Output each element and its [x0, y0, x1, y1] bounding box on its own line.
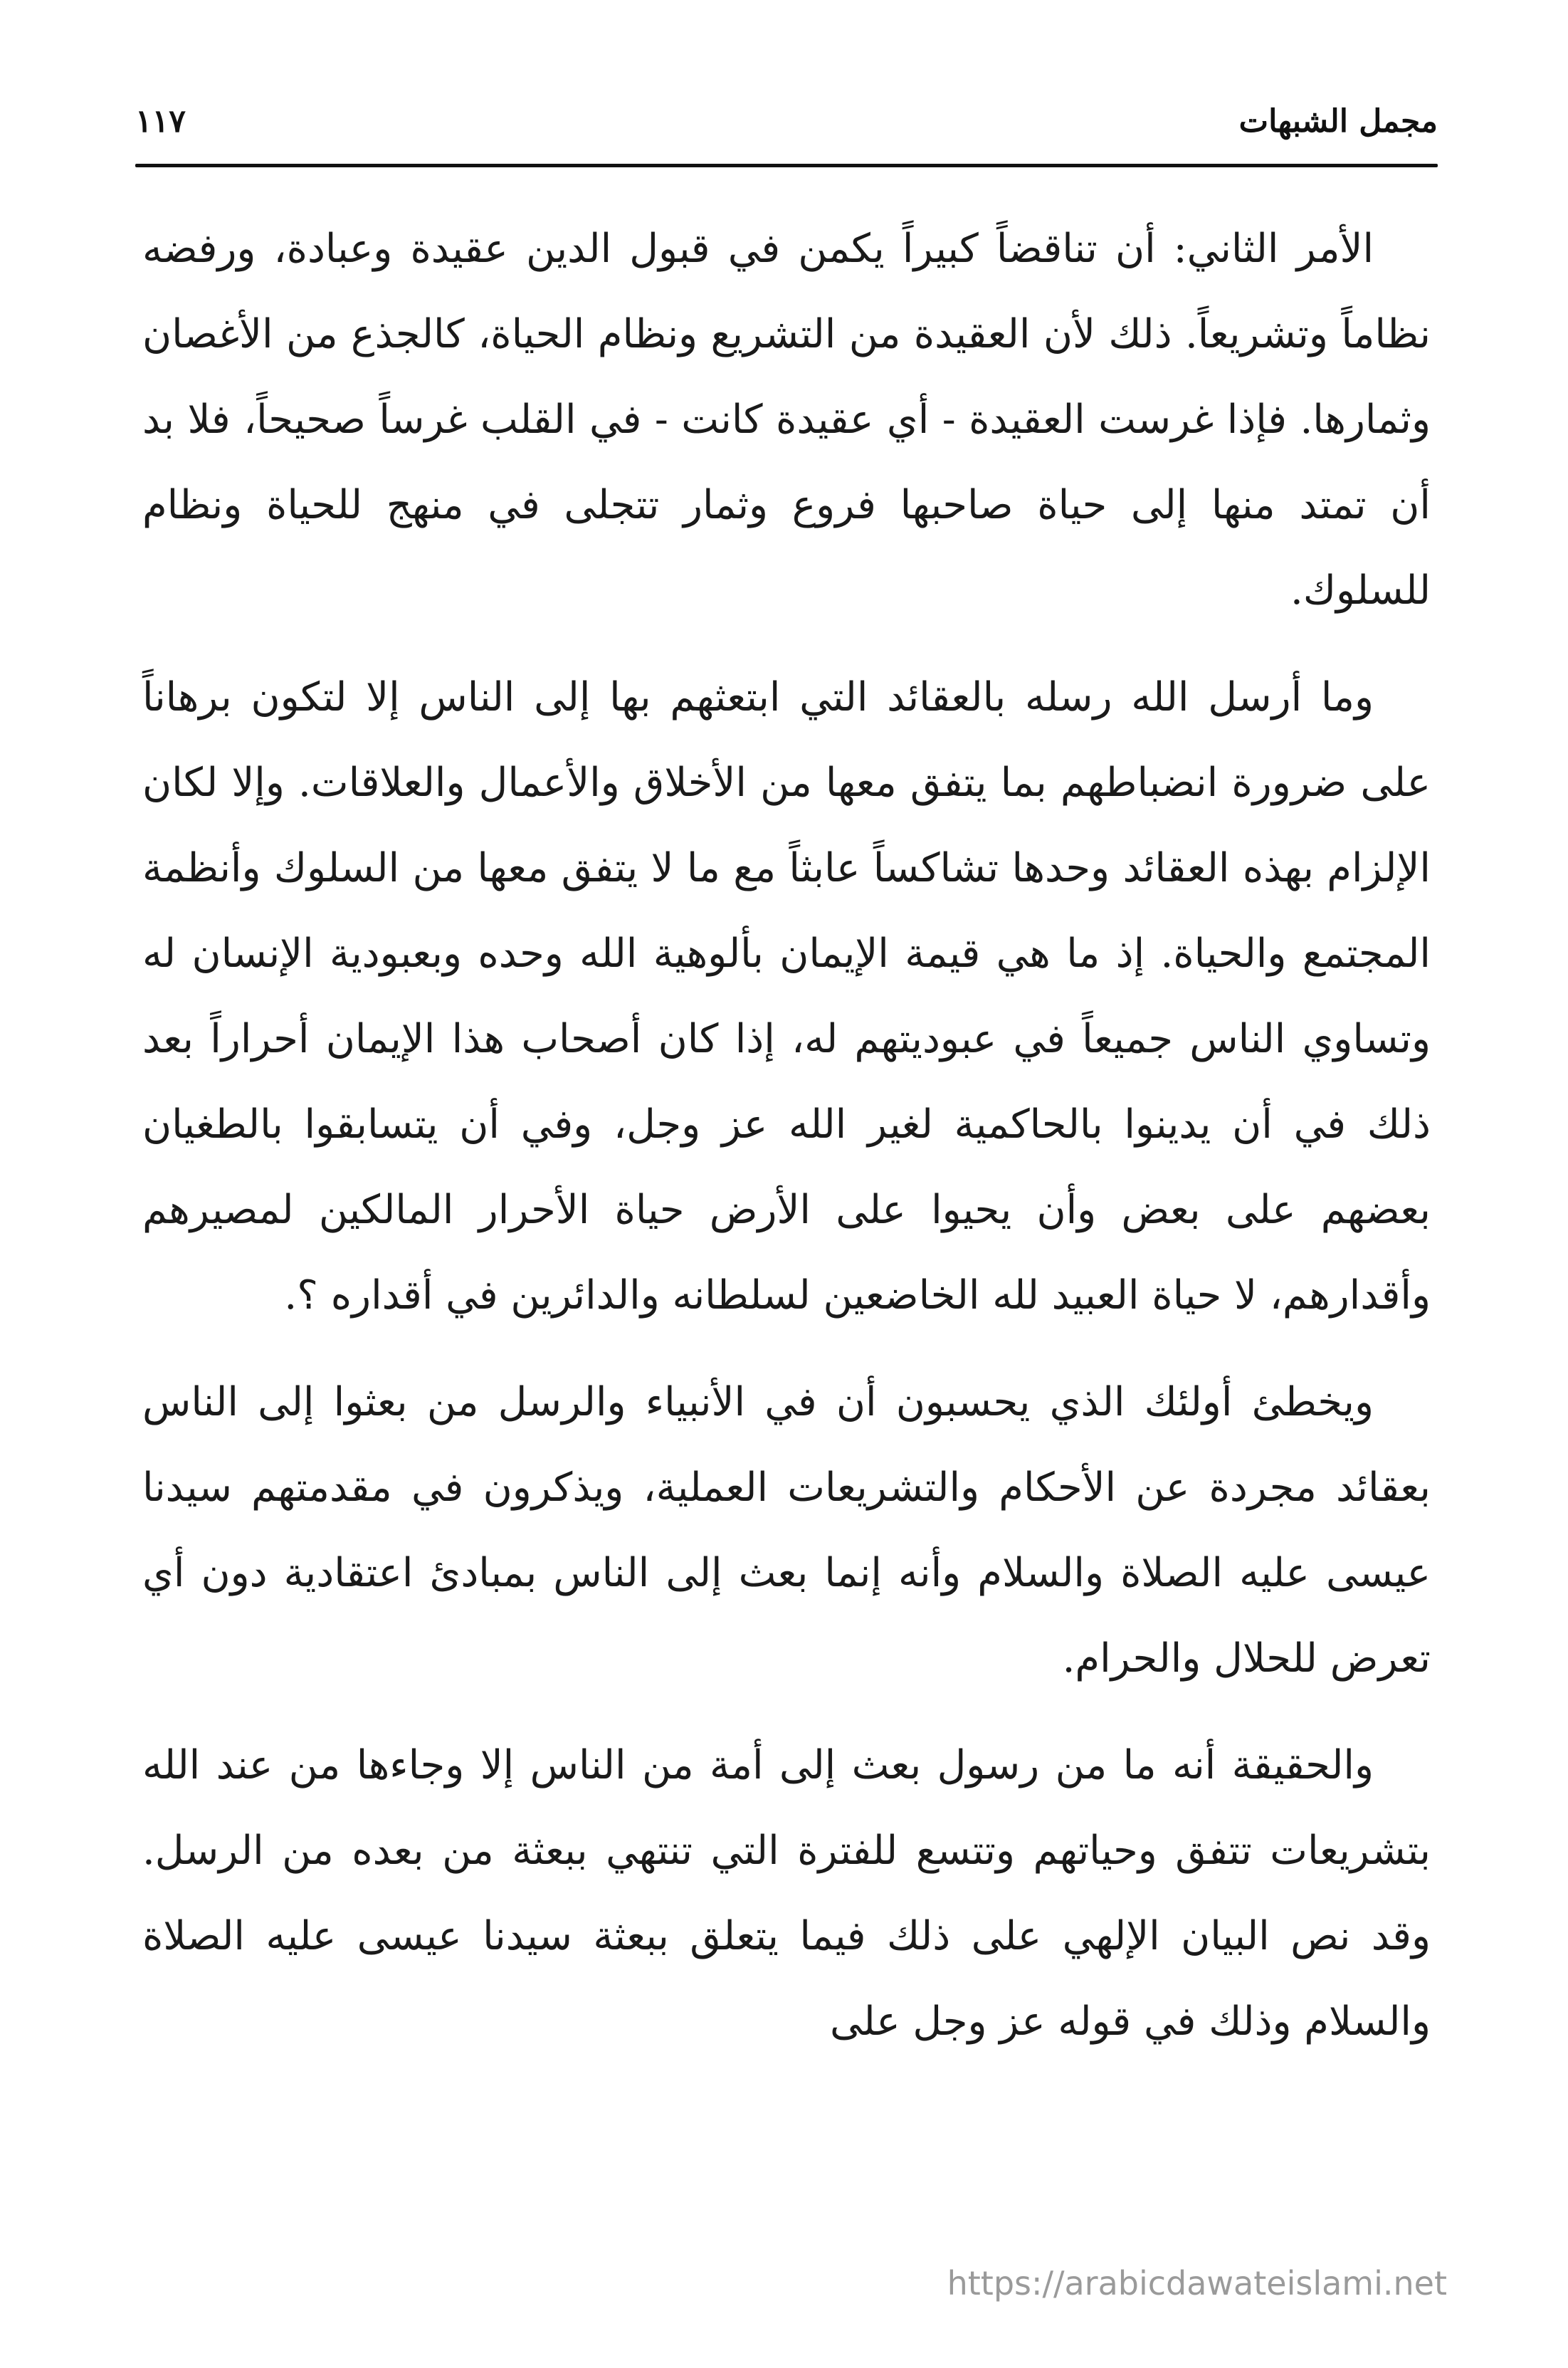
- header-divider: [135, 164, 1438, 167]
- paragraph-2: وما أرسل الله رسله بالعقائد التي ابتعثهم بها إلى الناس إلا لتكون برهاناً على ضرورة انضباطهم بما يتفق معها من الأخلاق والأعمال والعلاقات. وإلا لكان الإلزام بهذه العقائد وحدها تشاكساً عابثاً مع ما لا يتفق معها من السلوك وأنظمة المجتمع والحياة. إذ ما هي قيمة الإيمان بألوهية الله وحده وبعبودية الإنسان له وتساوي الناس جميعاً في عبوديتهم له، إذا كان أصحاب هذا الإيمان أحراراً بعد ذلك في أن يدينوا بالحاكمية لغير الله عز وجل، وفي أن يتسابقوا بالطغيان بعضهم على بعض وأن يحيوا على الأرض حياة الأحرار المالكين لمصيرهم وأقدارهم، لا حياة العبيد لله الخاضعين لسلطانه والدائرين في أقداره ؟.: [142, 674, 1431, 1319]
- page-body: [142, 206, 1431, 2065]
- page-header: [135, 89, 1438, 160]
- page-number: ١١٧: [135, 103, 186, 140]
- paragraph-1: الأمر الثاني: أن تناقضاً كبيراً يكمن في قبول الدين عقيدة وعبادة، ورفضه نظاماً وتشريعاً. ذلك لأن العقيدة من التشريع ونظام الحياة، كالجذع من الأغصان وثمارها. فإذا غرست العقيدة - أي عقيدة كانت - في القلب غرساً صحيحاً، فلا بد أن تمتد منها إلى حياة صاحبها فروع وثمار تتجلى في منهج للحياة ونظام للسلوك.: [142, 226, 1431, 614]
- watermark-url: https://arabicdawateislami.net: [947, 2264, 1447, 2302]
- paragraph-4: والحقيقة أنه ما من رسول بعث إلى أمة من الناس إلا وجاءها من عند الله بتشريعات تتفق وحياتهم وتتسع للفترة التي تنتهي ببعثة من بعده من الرسل. وقد نص البيان الإلهي على ذلك فيما يتعلق ببعثة سيدنا عيسى عليه الصلاة والسلام وذلك في قوله عز وجل على: [142, 1742, 1431, 2045]
- paragraph-3: ويخطئ أولئك الذي يحسبون أن في الأنبياء والرسل من بعثوا إلى الناس بعقائد مجردة عن الأحكام والتشريعات العملية، ويذكرون في مقدمتهم سيدنا عيسى عليه الصلاة والسلام وأنه إنما بعث إلى الناس بمبادئ اعتقادية دون أي تعرض للحلال والحرام.: [142, 1379, 1431, 1682]
- running-title: مجمل الشبهات: [1238, 103, 1438, 140]
